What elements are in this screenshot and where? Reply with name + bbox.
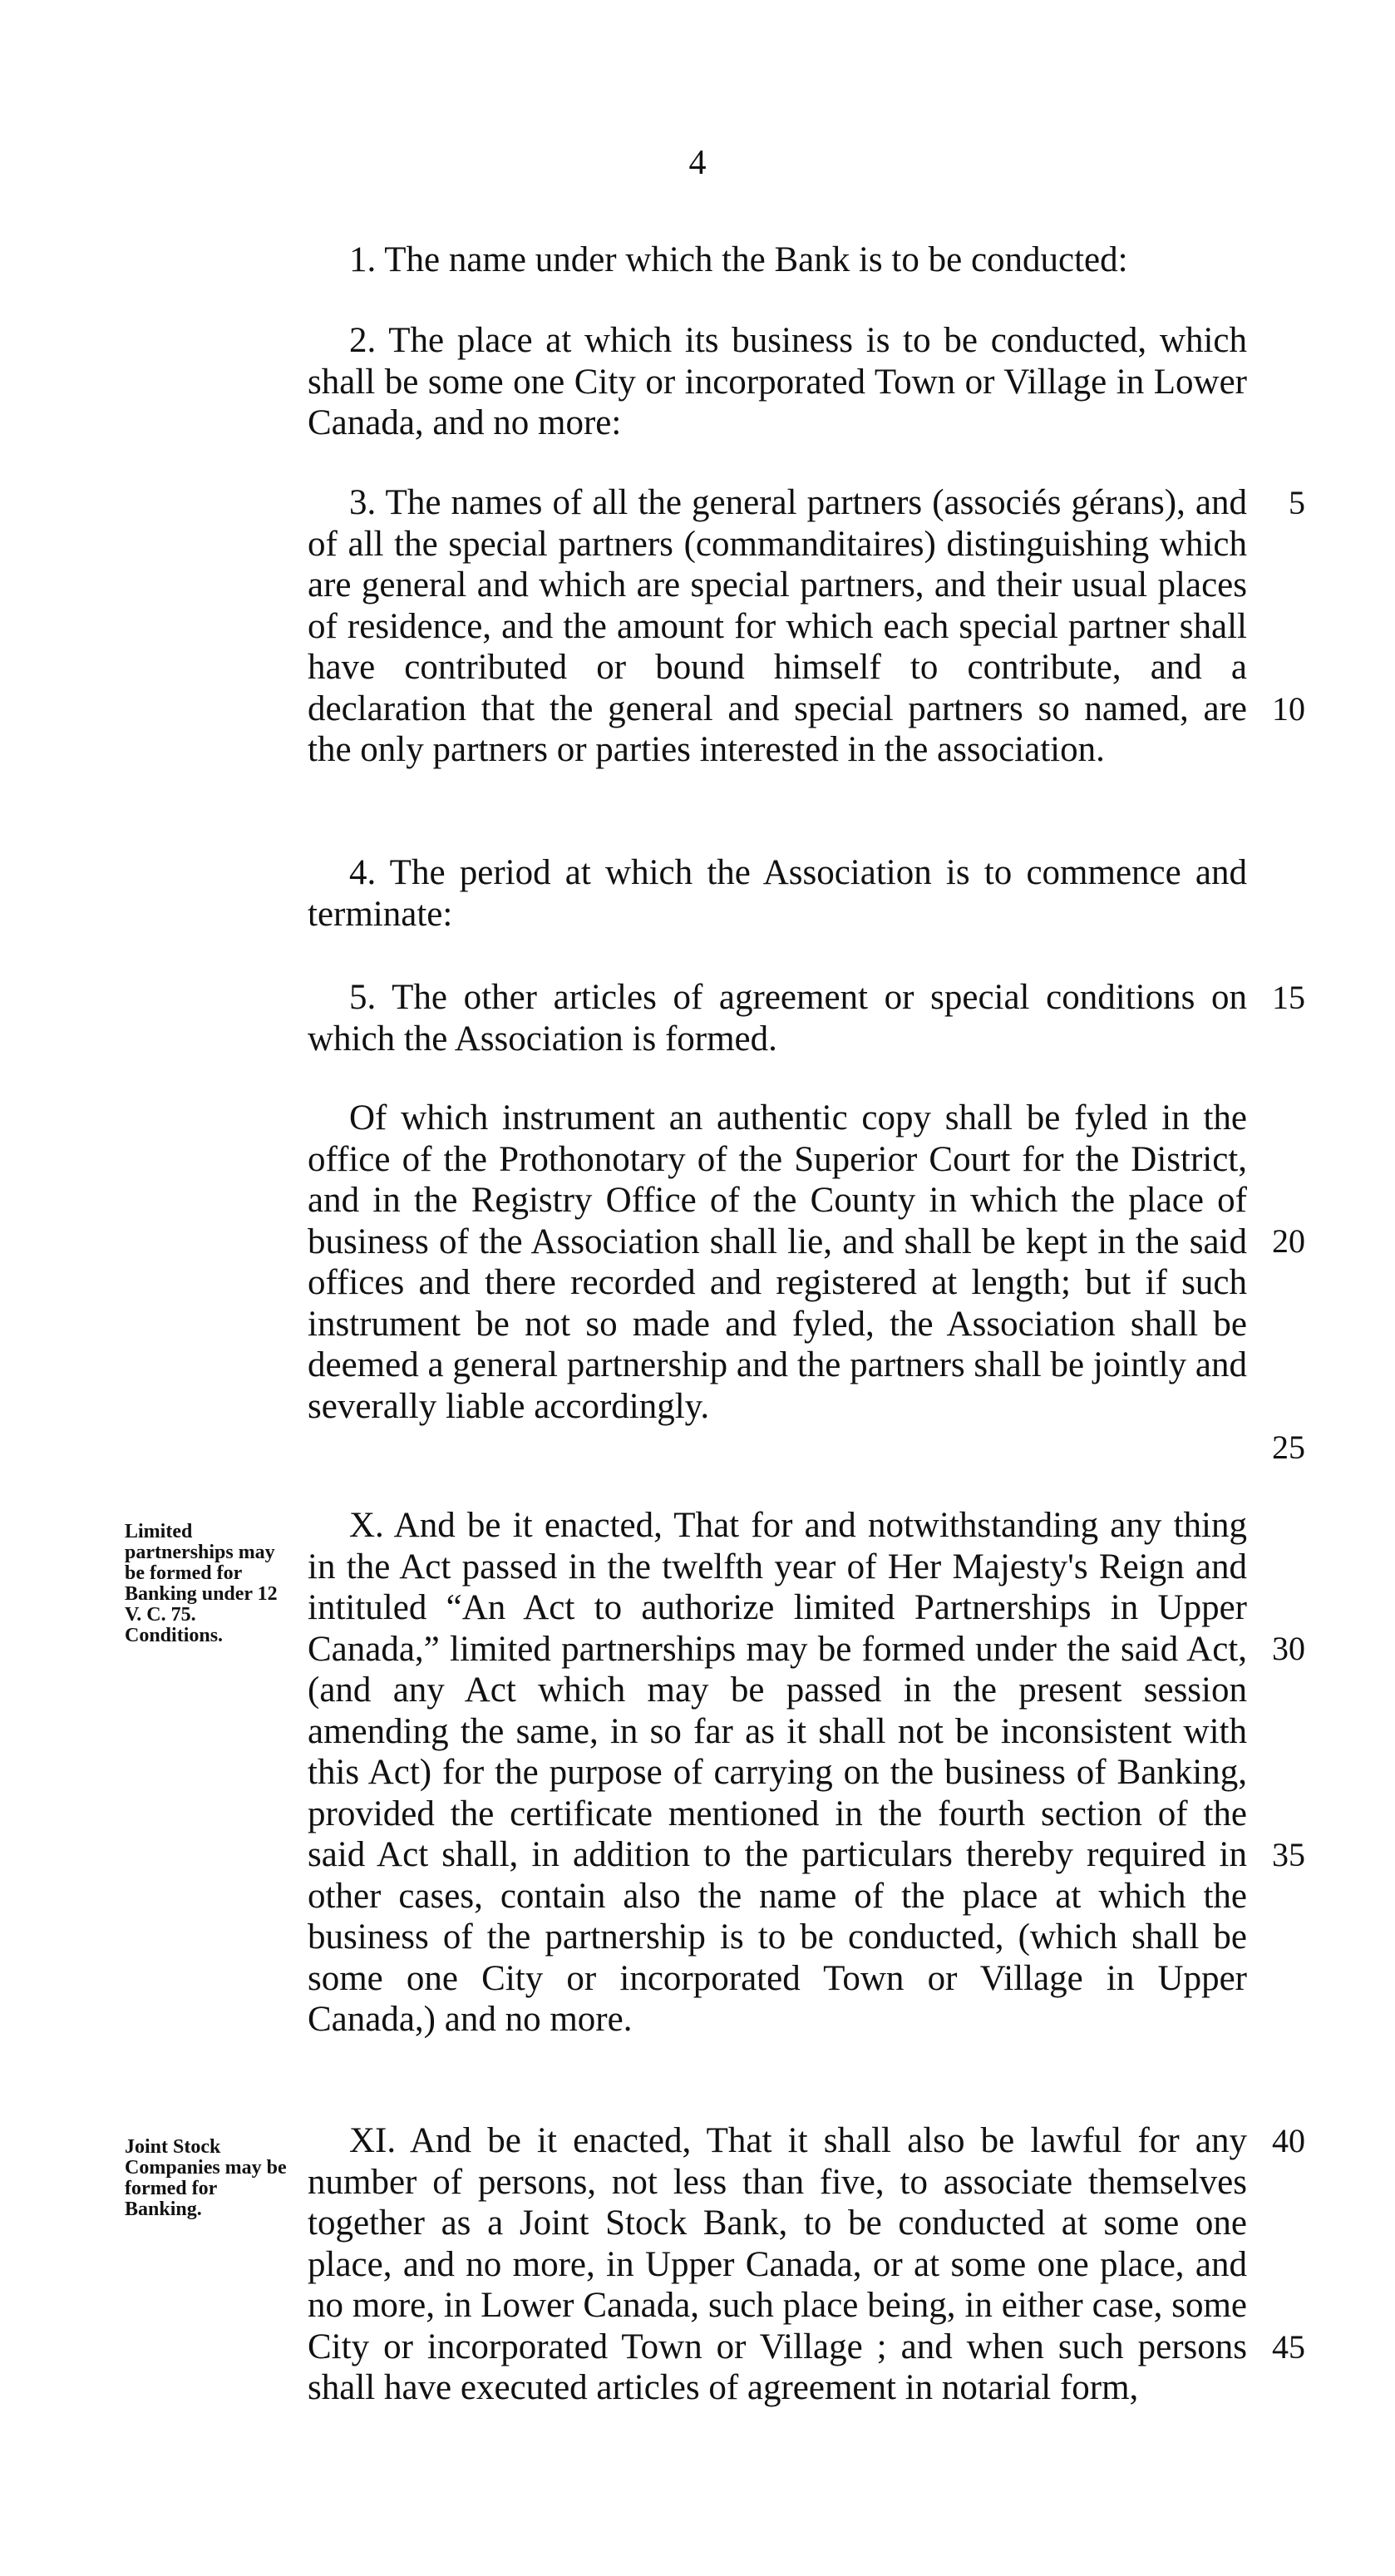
clause-2-place-of-business: 2. The place at which its business is to be conducted, which shall be some one City or incorporated Town or Village in Lower Canada, and no more: [308,321,1247,442]
clause-3-names-of-partners: 3. The names of all the general partners (associés gérans), and of all the special partners (commanditaires) distinguishing which are general and which are special partners, and their usual places of residence, and the amount for which each special partner shall have contributed or bound himself to contribute, and a declaration that the general and special partners so named, are the only partners or parties interested in the association. [308,483,1247,769]
clause-4-period: 4. The period at which the Association is to commence and terminate: [308,853,1247,934]
page-number: 4 [688,144,707,182]
line-number: 10 [1272,690,1305,728]
line-number: 45 [1272,2328,1305,2366]
line-number: 15 [1272,979,1305,1016]
fyling-paragraph: Of which instrument an authentic copy shall be fyled in the office of the Prothonotary of the Superior Court for the District, and in the Registry Office of the County in which the place of business of the Association shall lie, and shall be kept in the said offices and there recorded and registered at length; but if such instrument be not so made and fyled, the Association shall be deemed a general partnership and the partners shall be jointly and severally liable accordingly. [308,1098,1247,1426]
line-number: 20 [1272,1222,1305,1260]
line-number: 35 [1272,1836,1305,1873]
section-xi: XI. And be it enacted, That it shall also be lawful for any number of persons, not less than five, to associate themselves together as a Joint Stock Bank, to be conducted at some one place, and no more, in Upper Canada, or at some one place, and no more, in Lower Canada, such place being, in either case, some City or incorporated Town or Village ; and when such persons shall have executed articles of agreement in notarial form, [308,2121,1247,2407]
margin-note-section-x: Limited partnerships may be formed for Banking under 12 V. C. 75. Conditions. [125,1521,278,1646]
line-number: 25 [1272,1429,1305,1466]
line-number: 40 [1272,2122,1305,2159]
margin-note-section-xi: Joint Stock Companies may be formed for Banking. [125,2136,287,2220]
clause-1-name-of-bank: 1. The name under which the Bank is to be conducted: [349,240,1128,279]
line-number: 30 [1272,1630,1305,1667]
clause-5-other-articles: 5. The other articles of agreement or special conditions on which the Association is formed. [308,978,1247,1059]
line-number: 5 [1289,484,1305,521]
section-x: X. And be it enacted, That for and notwithstanding any thing in the Act passed in the twelfth year of Her Majesty's Reign and intituled “An Act to authorize limited Partnerships in Upper Canada,” limited partnerships may be formed under the said Act, (and any Act which may be passed in the present session amending the same, in so far as it shall not be inconsistent with this Act) for the purpose of carrying on the business of Banking, provided the certificate mentioned in the fourth section of the said Act shall, in addition to the particulars thereby required in other cases, contain also the name of the place at which the business of the partnership is to be conducted, (which shall be some one City or incorporated Town or Village in Upper Canada,) and no more. [308,1506,1247,2039]
